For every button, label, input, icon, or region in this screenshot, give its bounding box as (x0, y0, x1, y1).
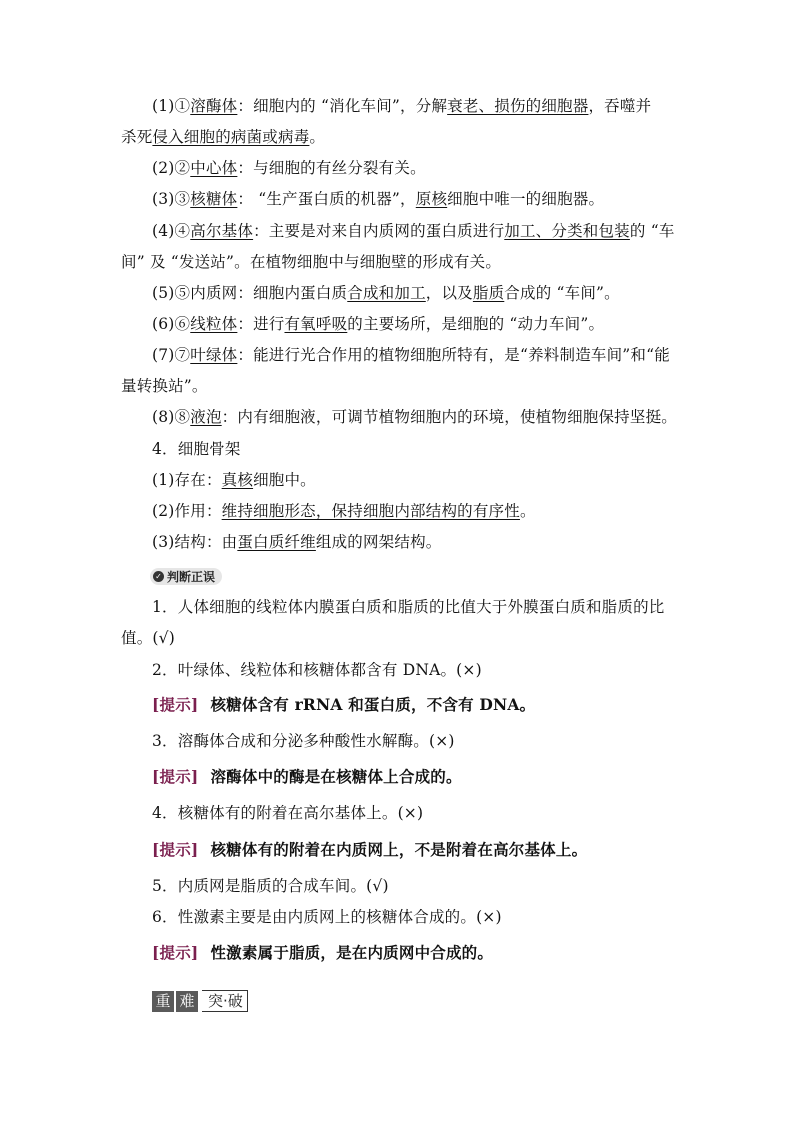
question-6: 6．性激素主要是由内质网上的核糖体合成的。(×) (152, 908, 502, 926)
golgi-line-1: (4)④高尔基体：主要是对来自内质网的蛋白质进行加工、分类和包装的 “车 (152, 222, 675, 240)
cytoskeleton-function: (2)作用：维持细胞形态，保持细胞内部结构的有序性。 (152, 502, 536, 520)
question-5: 5．内质网是脂质的合成车间。(√) (152, 877, 389, 895)
chloroplast-line-1: (7)⑦叶绿体：能进行光合作用的植物细胞所特有，是“养料制造车间”和“能 (152, 346, 670, 364)
question-4: 4．核糖体有的附着在高尔基体上。(×) (152, 804, 424, 822)
mitochondria-line: (6)⑥线粒体：进行有氧呼吸的主要场所，是细胞的 “动力车间”。 (152, 315, 605, 333)
vacuole-line: (8)⑧液泡：内有细胞液，可调节植物细胞内的环境，使植物细胞保持坚挺。 (152, 408, 677, 426)
judge-badge-label: 判断正误 (167, 570, 216, 584)
tip-4: [提示] 核糖体有的附着在内质网上，不是附着在高尔基体上。 (152, 840, 588, 859)
section-heading-key-difficulties: 重 难 突·破 (152, 988, 248, 1012)
question-1-line-1: 1．人体细胞的线粒体内膜蛋白质和脂质的比值大于外膜蛋白质和脂质的比 (152, 598, 665, 616)
term-lysosome: 溶酶体 (190, 97, 238, 115)
question-2: 2．叶绿体、线粒体和核糖体都含有 DNA。(×) (152, 661, 482, 679)
cytoskeleton-existence: (1)存在：真核细胞中。 (152, 471, 316, 489)
judge-badge (150, 568, 222, 585)
er-line: (5)⑤内质网：细胞内蛋白质合成和加工，以及脂质合成的 “车间”。 (152, 284, 620, 302)
centrosome-line: (2)②中心体：与细胞的有丝分裂有关。 (152, 159, 426, 177)
ribosome-line: (3)③核糖体： “生产蛋白质的机器”，原核细胞中唯一的细胞器。 (152, 190, 605, 208)
tip-6: [提示] 性激素属于脂质，是在内质网中合成的。 (152, 943, 494, 962)
chloroplast-line-2: 量转换站”。 (121, 377, 208, 395)
golgi-line-2: 间” 及 “发送站”。在植物细胞中与细胞壁的形成有关。 (121, 253, 502, 271)
question-1-line-2: 值。(√) (121, 629, 175, 647)
lysosome-line-2: 杀死侵入细胞的病菌或病毒。 (121, 128, 326, 146)
tip-3: [提示] 溶酶体中的酶是在核糖体上合成的。 (152, 767, 462, 786)
lysosome-line-1: (1)①溶酶体：细胞内的 “消化车间”，分解衰老、损伤的细胞器，吞噬并 (152, 97, 652, 115)
question-3: 3．溶酶体合成和分泌多种酸性水解酶。(×) (152, 732, 455, 750)
tip-2: [提示] 核糖体含有 rRNA 和蛋白质，不含有 DNA。 (152, 695, 536, 714)
cytoskeleton-heading: 4．细胞骨架 (152, 440, 241, 458)
check-circle-icon: ✓ (153, 571, 164, 582)
cytoskeleton-structure: (3)结构：由蛋白质纤维组成的网架结构。 (152, 533, 442, 551)
